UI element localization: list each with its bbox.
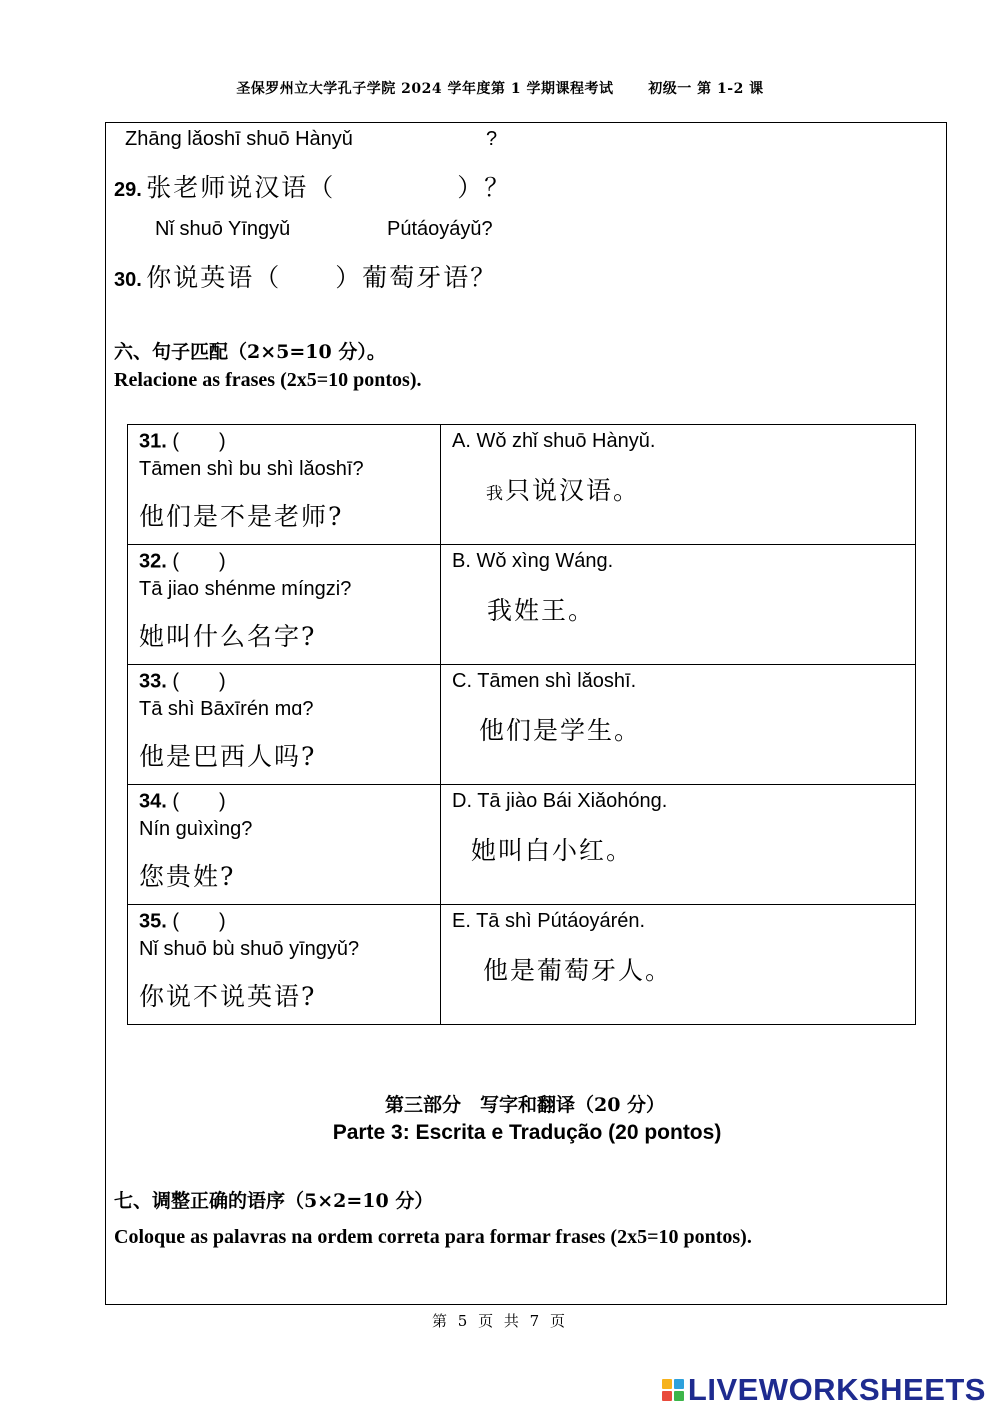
question-cell-33 <box>128 665 441 785</box>
answer-c-pinyin: C. Tāmen shì lǎoshī. <box>452 670 637 692</box>
q35-han: 你说不说英语? <box>139 982 317 1011</box>
q35-paren-open: ( <box>172 910 180 933</box>
q29-pinyin-b: ? <box>486 128 498 150</box>
q29-han-b: ）？ <box>457 173 512 202</box>
part3-title-pt: Parte 3: Escrita e Tradução (20 pontos) <box>332 1121 722 1144</box>
q29-number: 29. <box>114 179 142 201</box>
q32-paren-close: ) <box>219 550 226 573</box>
question-cell-31 <box>128 425 441 545</box>
answer-b-pinyin: B. Wǒ xìng Wáng. <box>452 550 614 572</box>
q30-number: 30. <box>114 269 142 291</box>
q34-han: 您贵姓? <box>139 862 236 891</box>
answer-cell-a <box>441 425 916 545</box>
q31-paren-open: ( <box>172 430 180 453</box>
liveworksheets-logo-icon <box>662 1379 684 1401</box>
answer-cell-b <box>441 545 916 665</box>
answer-a-han-small: 我 <box>486 484 505 504</box>
q30-row <box>114 258 497 298</box>
answer-cell-c <box>441 665 916 785</box>
logo-square-3 <box>662 1391 672 1401</box>
page-number: 第 5 页 共 7 页 <box>432 1312 568 1330</box>
table-row <box>128 785 916 905</box>
q29-han-a: 张老师说汉语（ <box>146 173 336 202</box>
answer-c-han: 他们是学生。 <box>479 716 642 745</box>
q30-han-b: ）葡萄牙语？ <box>335 263 498 292</box>
table-row <box>128 425 916 545</box>
part3-title-cn: 第三部分 写字和翻译（20 分） <box>384 1094 666 1116</box>
question-cell-32 <box>128 545 441 665</box>
q33-pinyin: Tā shì Bāxīrén mɑ? <box>139 698 314 720</box>
q35-answer-input[interactable] <box>179 910 219 934</box>
q29-pinyin-a: Zhāng lǎoshī shuō Hànyǔ <box>125 128 353 150</box>
answer-a-han: 只说汉语。 <box>505 476 641 505</box>
logo-square-4 <box>674 1391 684 1401</box>
section7-title-cn: 七、调整正确的语序（5×2=10 分） <box>114 1190 434 1212</box>
section6-title-cn: 六、句子匹配（2×5=10 分）。 <box>114 341 386 363</box>
q29-row <box>114 168 511 208</box>
answer-cell-e <box>441 905 916 1025</box>
matching-table <box>127 424 916 1025</box>
exam-level: 初级一 第 1-2 课 <box>648 81 764 97</box>
answer-b-han: 我姓王。 <box>487 596 596 625</box>
q31-pinyin: Tāmen shì bu shì lǎoshī? <box>139 458 364 480</box>
q31-han: 他们是不是老师? <box>139 502 344 531</box>
brand-text: LIVEWORKSHEETS <box>687 1372 986 1407</box>
q33-number: 33. <box>139 670 167 693</box>
q32-han: 她叫什么名字? <box>139 622 317 651</box>
q30-answer-input[interactable] <box>281 266 335 298</box>
q34-paren-open: ( <box>172 790 180 813</box>
q34-pinyin: Nín guìxìng? <box>139 818 253 840</box>
q31-paren-close: ) <box>219 430 226 453</box>
liveworksheets-brand[interactable] <box>662 1372 986 1408</box>
answer-a-pinyin: A. Wǒ zhǐ shuō Hànyǔ. <box>452 430 656 452</box>
q30-pinyin-a: Nǐ shuō Yīngyǔ <box>155 218 291 240</box>
q32-number: 32. <box>139 550 167 573</box>
q30-pinyin-b: Pútáoyáyǔ? <box>387 218 493 240</box>
q33-paren-open: ( <box>172 670 180 693</box>
question-cell-34 <box>128 785 441 905</box>
q32-paren-open: ( <box>172 550 180 573</box>
q34-number: 34. <box>139 790 167 813</box>
question-cell-35 <box>128 905 441 1025</box>
section6-title-pt: Relacione as frases (2x5=10 pontos). <box>114 369 422 391</box>
table-row <box>128 665 916 785</box>
table-row <box>128 545 916 665</box>
q32-answer-input[interactable] <box>179 550 219 574</box>
section7-title-pt: Coloque as palavras na ordem correta para formar frases (2x5=10 pontos). <box>114 1226 752 1248</box>
table-row <box>128 905 916 1025</box>
answer-d-pinyin: D. Tā jiào Bái Xiǎohóng. <box>452 790 668 812</box>
exam-title: 圣保罗州立大学孔子学院 2024 学年度第 1 学期课程考试 <box>236 81 614 97</box>
answer-d-han: 她叫白小红。 <box>471 836 634 865</box>
q30-han-a: 你说英语（ <box>146 263 282 292</box>
q33-paren-close: ) <box>219 670 226 693</box>
page-header <box>0 78 1000 98</box>
q35-number: 35. <box>139 910 167 933</box>
logo-square-1 <box>662 1379 672 1389</box>
q31-number: 31. <box>139 430 167 453</box>
q31-answer-input[interactable] <box>179 430 219 454</box>
q32-pinyin: Tā jiao shénme míngzi? <box>139 578 352 600</box>
q35-pinyin: Nǐ shuō bù shuō yīngyǔ? <box>139 938 360 960</box>
q33-answer-input[interactable] <box>179 670 219 694</box>
answer-e-pinyin: E. Tā shì Pútáoyárén. <box>452 910 646 932</box>
answer-e-han: 他是葡萄牙人。 <box>483 956 673 985</box>
answer-a-han-line <box>486 471 640 507</box>
q34-answer-input[interactable] <box>179 790 219 814</box>
logo-square-2 <box>674 1379 684 1389</box>
answer-cell-d <box>441 785 916 905</box>
q35-paren-close: ) <box>219 910 226 933</box>
q34-paren-close: ) <box>219 790 226 813</box>
q29-answer-input[interactable] <box>335 176 457 208</box>
q33-han: 他是巴西人吗? <box>139 742 317 771</box>
